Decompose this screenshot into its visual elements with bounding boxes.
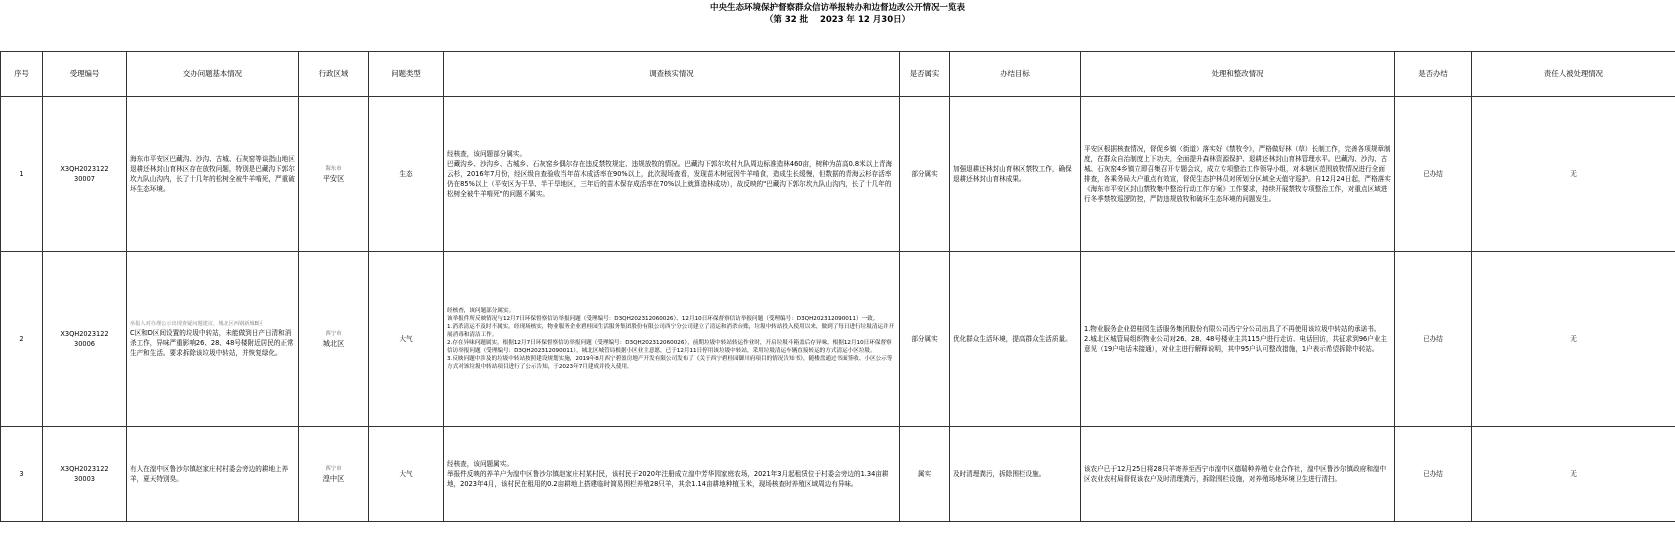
punishment: 无 [1472, 97, 1675, 252]
closed-status: 已办结 [1395, 252, 1472, 427]
city-label: 西宁市 [325, 465, 342, 472]
closed-status: 已办结 [1395, 427, 1472, 522]
table-row [1, 97, 1675, 252]
district-label: 平安区 [322, 173, 345, 183]
table-row [1, 252, 1675, 427]
header-cell: 受理编号 [43, 52, 127, 97]
issue-faint-note: 举报人对办理公示出现查疑问题建议，城北区西钢新城B区 [130, 321, 264, 327]
header-cell: 调查核实情况 [444, 52, 900, 97]
header-cell: 责任人被处理情况 [1472, 52, 1675, 97]
district-cell [299, 252, 369, 427]
handling-text: 平安区根据核查情况，督促乡镇（街道）落实好《禁牧令》，严格做好林（草）长制工作，完善各项规章制度，在群众自治制度上下功夫，全面提升森林资源保护、退耕还林封山育林管理水平。巴藏沟、沙沟、古城、石灰窑4乡镇立即召集召开专题会议，成立专项整治工作领导小组，对本辖区范围放牧情况进行全面排查，各乘务局大户重点有效宣，督促生态护林员对所划分区域全天值守巡护。自12月24日起，严格落实《海东市平安区封山禁牧集中整治行动工作方案》工作要求，持续开展禁牧专项整治工作，对重点区域进行冬季禁牧巡逻防控，严防违规放牧和破坏生态环境的问题发生。 [1081, 97, 1395, 252]
punishment: 无 [1472, 252, 1675, 427]
goal-text: 优化群众生活环境，提高群众生活质量。 [950, 252, 1081, 427]
header-cell: 是否办结 [1395, 52, 1472, 97]
district-label: 湟中区 [322, 473, 345, 483]
issue-summary: 海东市平安区巴藏沟、沙沟、古城、石灰窑等谈指山地区退耕还林封山育林区存在放牧问题，特别是巴藏沟下郭尔坎九队山沟内，长了十几年的松树全被牛羊啃死，严重破坏生态环境。 [127, 97, 299, 252]
table-row [1, 427, 1675, 522]
investigation-text: 经核查，该问题部分属实。 巴藏沟乡、沙沟乡、古城乡、石灰窑乡偶尔存在违反禁牧规定、违规放牧的情况。巴藏沟下郭尔坎村九队周边标准造林460亩，树种为苗高0.8米以上青海云杉，2016年7月份，经区级自查验收当年苗木成活率在90%以上，此次现场查看，发现苗木树冠因牛羊啃食，造成生长缓慢，但数据的青海云杉存活率仍在85%以上（平安区为干旱、半干旱地区，三年后的苗木保存成活率在70%以上就算造林成功），故反映的"巴藏沟下郭尔坎九队山沟内，长了十几年的松树全被牛羊啃死"的问题不属实。 [444, 97, 900, 252]
district-cell [299, 427, 369, 522]
report-table [0, 51, 1675, 522]
issue-summary: C区和D区间设置的垃圾中转站，未能做到日产日清和消杀工作，异味严重影响26、28、48号楼附近居民的正常生产和生活。要求拆除该垃圾中转站，并恢复绿化。 [130, 329, 294, 357]
table-header-row [1, 52, 1675, 97]
goal-text: 加强退耕还林封山育林区禁牧工作，确保退耕还林封山育林成果。 [950, 97, 1081, 252]
investigation-text: 经核查，该问题属实。 举报件反映的养羊户为湟中区鲁沙尔镇赵家庄村某村民，该村民于2020年注册成立湟中芳华园家庭农场，2021年3月起租赁位于村委会旁边的1.34亩耕地，2023年4月，该村民在租用的0.2亩耕地上搭建临时简易围栏养殖28只羊，其余1.14亩耕地种植玉米，现场核查时养殖区域周边有异味。 [444, 427, 900, 522]
investigation-text: 经核查，该问题部分属实。 该举报件所反映情况与12月7日环保督察信访举报问题（受理编号：D3QH202312060026）、12月10日环保督察信访举报问题（受理编号：D3QH202312090011）一致。 1.消杀清运不及时不属实。经现场核实，物业服务企业碧桂园生活服务集团股份有限公司西宁分公司建立了清运和消杀台账，垃圾中转站投入使用以来，做到了每日进行垃圾清运并开展消毒和清洁工作。 2.存在异味问题属实。根据12月7日环保督察信访举报问题（受理编号：D3QH202312060026），前期垃圾中转站转运作业时，开启垃圾斗箱盖后存异味。根据12月10日环保督察信访举报问题（受理编号：D3QH202312090011），城北区城管局根据小区业主意愿，已于12月11日停用该垃圾中转站，采用垃圾清运车辆直接转运的方式清运小区垃圾。 3.反映问题中涉及的垃圾中转站按照建设规划实施，2019年8月西宁碧盈房地产开发有限公司发布了《关于西宁碧桂园御川府项目的情况告知书》，随楼盘通过书面签收、小区公示等方式对该垃圾中转站项目进行了公示告知，于2023年7月建成并投入使用。 [444, 252, 900, 427]
issue-type: 生态 [369, 97, 444, 252]
case-id: X3QH2023122 30003 [43, 427, 127, 522]
issue-type: 大气 [369, 252, 444, 427]
issue-summary: 有人在湟中区鲁沙尔镇赵家庄村村委会旁边的耕地上养羊，夏天特别臭。 [127, 427, 299, 522]
closed-status: 已办结 [1395, 97, 1472, 252]
district-label: 城北区 [322, 338, 345, 348]
header-cell: 序号 [1, 52, 43, 97]
issue-type: 大气 [369, 427, 444, 522]
header-cell: 行政区域 [299, 52, 369, 97]
handling-text: 该农户已于12月25日将28只羊寄养至西宁市湟中区德瑞种养殖专业合作社，湟中区鲁沙尔镇政府和湟中区农业农村局督促该农户及时清理粪污，拆除围栏设施，对养殖场地环境卫生进行清扫。 [1081, 427, 1395, 522]
document-subtitle: （第 32 批 2023 年 12 月30日） [764, 15, 911, 25]
header-cell: 是否属实 [900, 52, 950, 97]
city-label: 西宁市 [325, 330, 342, 337]
district-cell [299, 97, 369, 252]
city-label: 海东市 [325, 165, 342, 172]
handling-text: 1.物业服务企业碧桂园生活服务集团股份有限公司西宁分公司出具了不再使用该垃圾中转站的承诺书。 2.城北区城管局组织物业公司对26、28、48号楼业主共115户进行走访、电话回访，共征求到96户业主意见（19户电话未接通），对业主进行解释说明，其中95户认可整改措施，1户表示希望拆除中转站。 [1081, 252, 1395, 427]
header-cell: 交办问题基本情况 [127, 52, 299, 97]
header-cell: 问题类型 [369, 52, 444, 97]
punishment: 无 [1472, 427, 1675, 522]
header-cell: 处理和整改情况 [1081, 52, 1395, 97]
document-title: 中央生态环境保护督察群众信访举报转办和边督边改公开情况一览表 [709, 3, 965, 13]
case-id: X3QH2023122 30006 [43, 252, 127, 427]
header-cell: 办结目标 [950, 52, 1081, 97]
row-number: 3 [1, 427, 43, 522]
verdict: 部分属实 [900, 252, 950, 427]
verdict: 部分属实 [900, 97, 950, 252]
goal-text: 及时清理粪污，拆除围栏设施。 [950, 427, 1081, 522]
row-number: 1 [1, 97, 43, 252]
row-number: 2 [1, 252, 43, 427]
issue-summary-cell [127, 252, 299, 427]
case-id: X3QH2023122 30007 [43, 97, 127, 252]
verdict: 属实 [900, 427, 950, 522]
